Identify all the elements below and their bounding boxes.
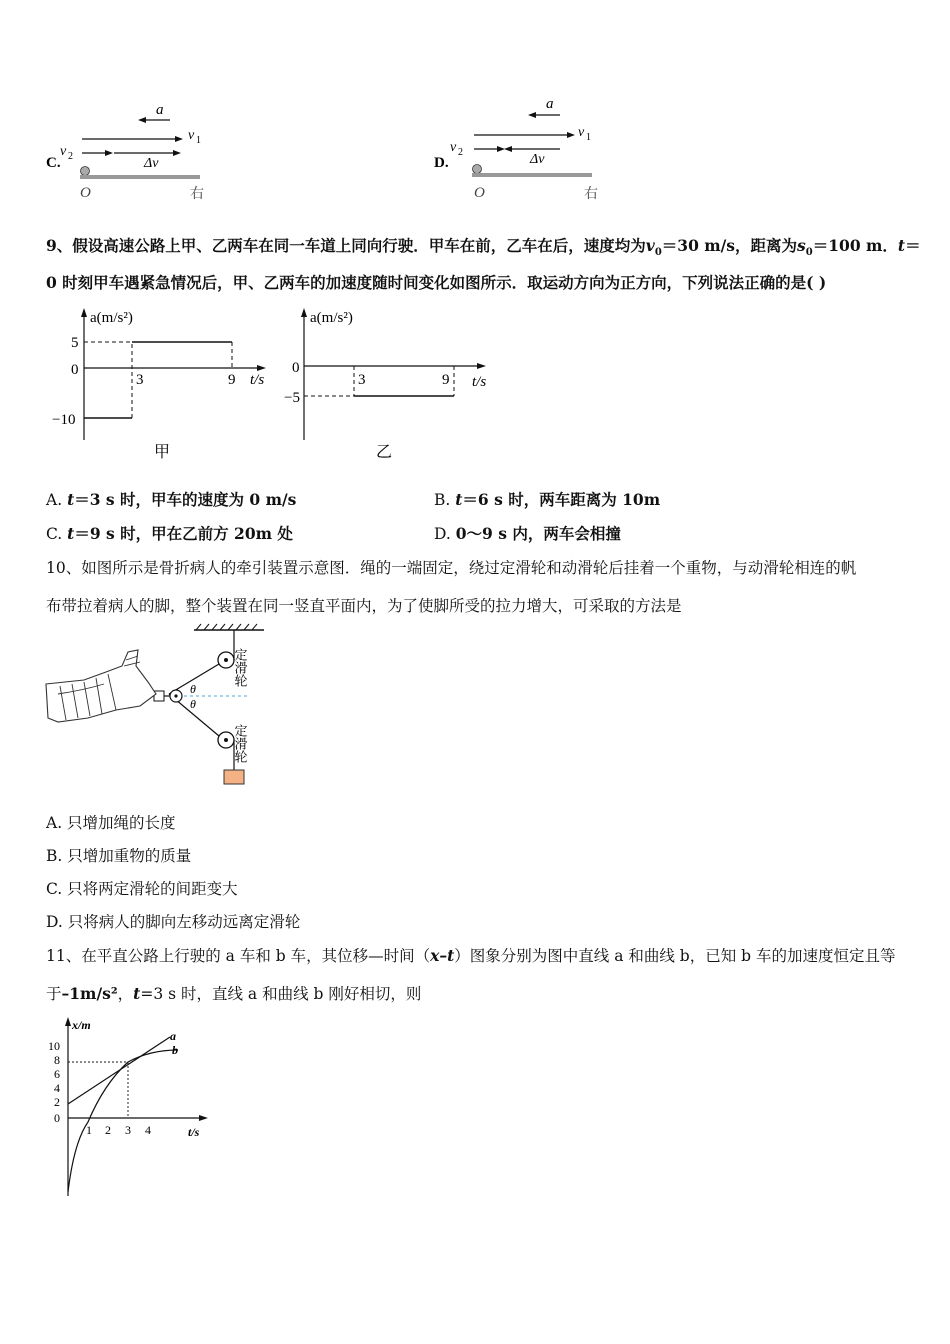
q10-option-a[interactable]: A. 只增加绳的长度 xyxy=(46,814,176,832)
q9-graph-yi xyxy=(278,302,508,467)
svg-text:Δv: Δv xyxy=(144,156,159,171)
svg-text:−10: −10 xyxy=(52,412,76,428)
curve-b xyxy=(68,1050,178,1192)
svg-text:2: 2 xyxy=(458,147,463,158)
svg-text:θ: θ xyxy=(190,697,196,711)
q9-option-b[interactable]: B. t＝6 s 时，两车距离为 10m xyxy=(434,490,661,509)
svg-text:0: 0 xyxy=(54,1111,60,1125)
svg-text:v: v xyxy=(578,125,585,140)
q11-ylabel: x/m xyxy=(72,1018,91,1032)
svg-text:6: 6 xyxy=(54,1067,60,1081)
svg-text:1: 1 xyxy=(586,132,591,143)
jia-xlabel: t/s xyxy=(250,372,265,388)
option-d-svg xyxy=(432,95,612,210)
q9-line-1: 9、假设高速公路上甲、乙两车在同一车道上同向行驶．甲车在前，乙车在后，速度均为$v_0=30$ m/s，距离为$s_0=100$ m．t＝ xyxy=(46,236,921,259)
svg-text:3: 3 xyxy=(358,372,366,388)
svg-text:O: O xyxy=(474,185,485,201)
svg-text:3: 3 xyxy=(136,372,144,388)
yi-caption: 乙 xyxy=(376,444,393,461)
q10-traction-figure xyxy=(44,622,274,792)
jia-caption: 甲 xyxy=(154,444,171,461)
svg-text:右: 右 xyxy=(190,187,204,202)
svg-text:v: v xyxy=(188,128,195,143)
svg-text:v: v xyxy=(60,144,67,159)
label-b: b xyxy=(172,1043,178,1057)
svg-text:2: 2 xyxy=(54,1095,60,1109)
svg-text:5: 5 xyxy=(71,335,79,351)
svg-text:0: 0 xyxy=(292,360,300,376)
option-c-svg xyxy=(40,95,220,210)
svg-text:右: 右 xyxy=(584,187,598,202)
svg-text:O: O xyxy=(80,185,91,201)
svg-text:v: v xyxy=(450,140,457,155)
svg-text:4: 4 xyxy=(54,1081,60,1095)
svg-text:0: 0 xyxy=(71,362,79,378)
option-d-diagram xyxy=(432,95,612,210)
svg-text:−5: −5 xyxy=(284,390,300,406)
patient-foot-icon xyxy=(46,650,156,722)
svg-text:1: 1 xyxy=(196,135,201,146)
q9-option-a[interactable]: A. t＝3 s 时，甲车的速度为 0 m/s xyxy=(46,490,297,509)
svg-text:10: 10 xyxy=(48,1039,60,1053)
q10-option-b[interactable]: B. 只增加重物的质量 xyxy=(46,847,192,865)
q9-option-d[interactable]: D. 0～9 s 内，两车会相撞 xyxy=(434,524,621,543)
q10-option-d[interactable]: D. 只将病人的脚向左移动远离定滑轮 xyxy=(46,913,301,931)
q9-graph-jia xyxy=(44,302,274,467)
svg-text:θ: θ xyxy=(190,682,196,696)
svg-text:Δv: Δv xyxy=(530,152,545,167)
svg-text:3: 3 xyxy=(125,1123,131,1137)
weight-block xyxy=(224,770,244,784)
q10-line-2: 布带拉着病人的脚，整个装置在同一竖直平面内，为了使脚所受的拉力增大，可采取的方法是 xyxy=(46,597,682,615)
top-pulley-label: 定滑轮 xyxy=(232,648,248,687)
svg-text:4: 4 xyxy=(145,1123,151,1137)
yi-ylabel: a(m/s²) xyxy=(310,310,353,326)
jia-ylabel: a(m/s²) xyxy=(90,310,133,326)
q10-line-1: 10、如图所示是骨折病人的牵引装置示意图．绳的一端固定，绕过定滑轮和动滑轮后挂着一个重物，与动滑轮相连的帆 xyxy=(46,559,857,577)
q11-line-1: 11、在平直公路上行驶的 a 车和 b 车，其位移—时间（x–t）图象分别为图中直线 a 和曲线 b，已知 b 车的加速度恒定且等 xyxy=(46,946,896,965)
svg-text:2: 2 xyxy=(105,1123,111,1137)
svg-text:9: 9 xyxy=(228,372,236,388)
label-a: a xyxy=(170,1029,176,1043)
option-c-label: C. xyxy=(46,155,61,171)
svg-text:9: 9 xyxy=(442,372,450,388)
bottom-pulley-label: 定滑轮 xyxy=(232,724,248,763)
svg-text:a: a xyxy=(546,96,554,112)
q9-line-2: 0 时刻甲车遇紧急情况后，甲、乙两车的加速度随时间变化如图所示．取运动方向为正方向，下列说法正确的是( ) xyxy=(46,273,827,292)
svg-text:1: 1 xyxy=(86,1123,92,1137)
q11-xt-graph xyxy=(44,1012,224,1202)
svg-text:a: a xyxy=(156,102,164,118)
q11-xlabel: t/s xyxy=(188,1125,200,1139)
q9-option-c[interactable]: C. t＝9 s 时，甲在乙前方 20m 处 xyxy=(46,524,293,543)
option-c-diagram xyxy=(40,95,220,210)
svg-text:8: 8 xyxy=(54,1053,60,1067)
q11-line-2: 于–1m/s²，t=3 s 时，直线 a 和曲线 b 刚好相切，则 xyxy=(46,984,422,1003)
svg-text:2: 2 xyxy=(68,151,73,162)
q10-option-c[interactable]: C. 只将两定滑轮的间距变大 xyxy=(46,880,238,898)
option-d-label: D. xyxy=(434,155,449,171)
yi-xlabel: t/s xyxy=(472,374,487,390)
